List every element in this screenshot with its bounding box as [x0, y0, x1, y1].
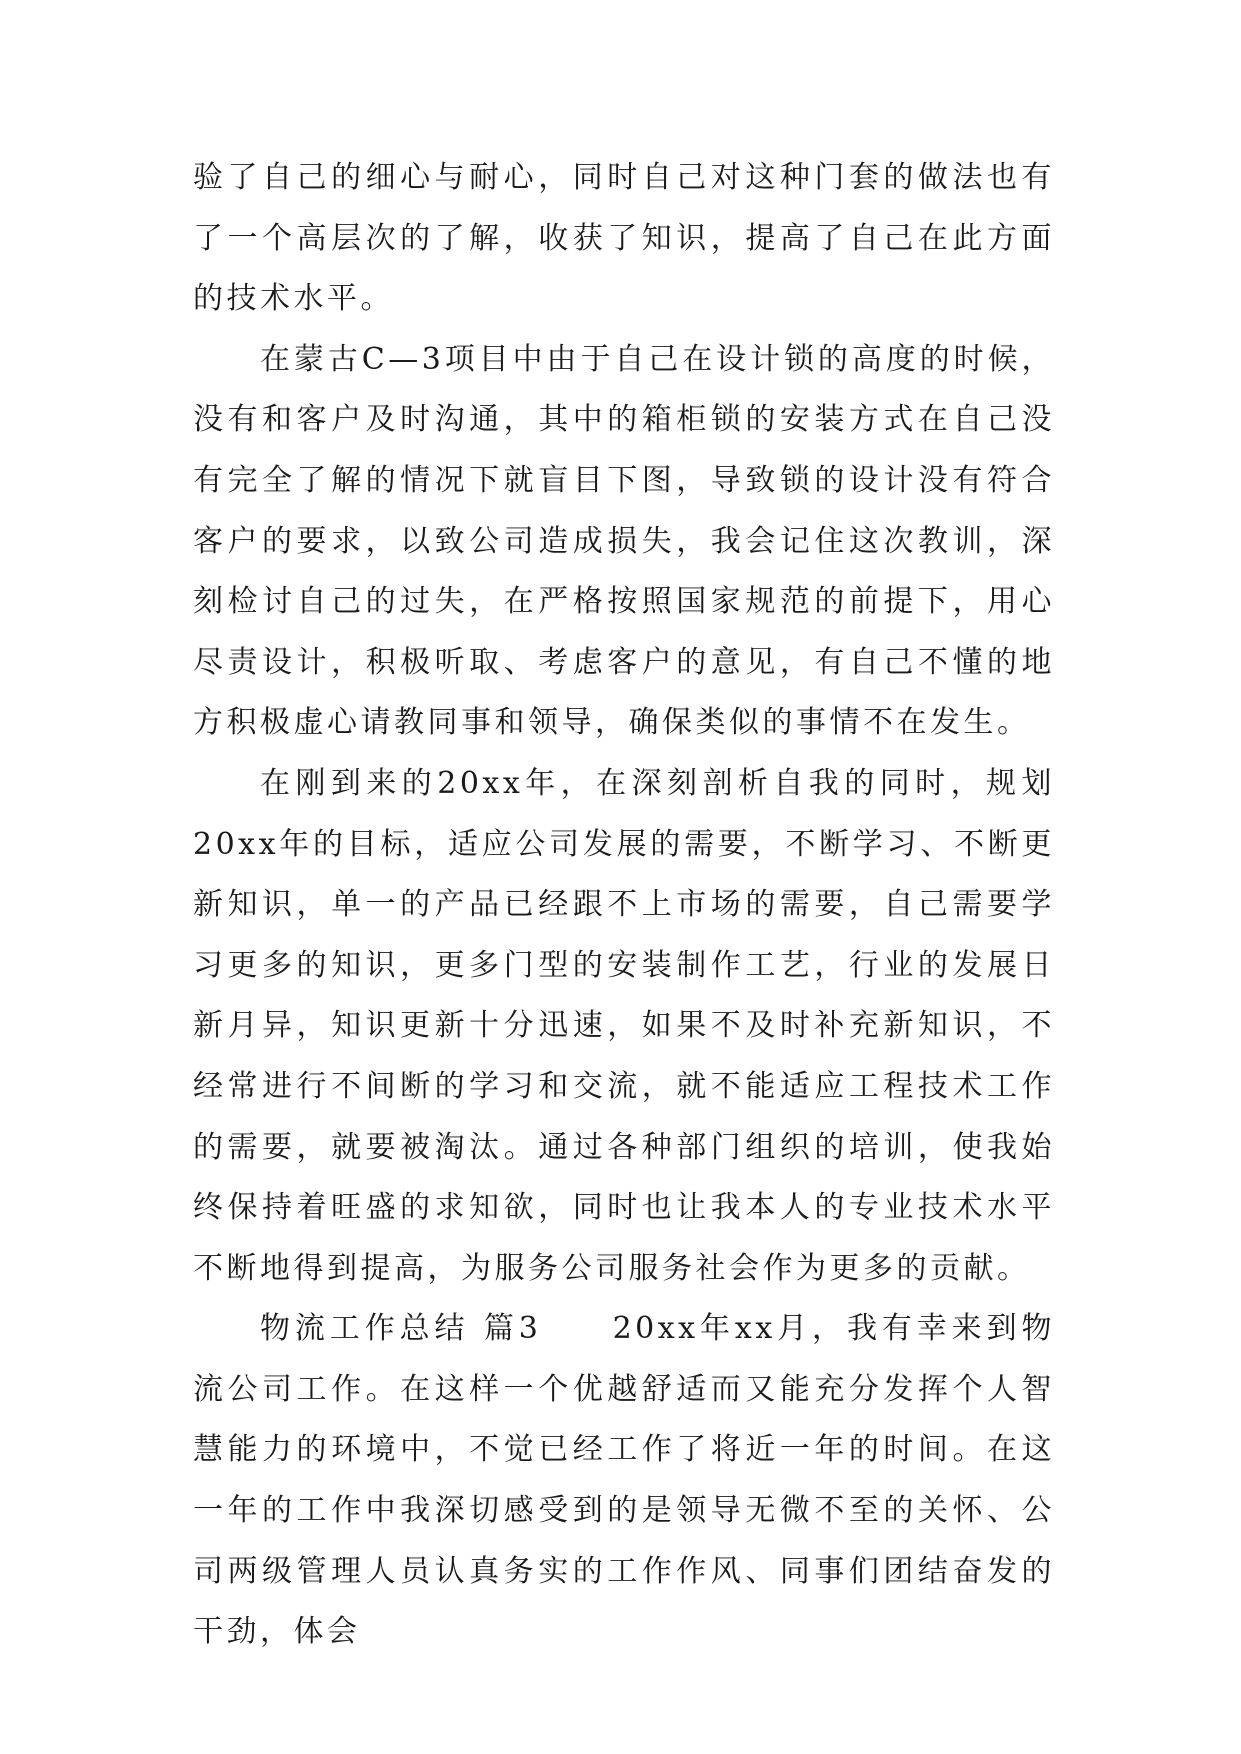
- paragraph-3: 在刚到来的20xx年，在深刻剖析自我的同时，规划20xx年的目标，适应公司发展的需要，不断学习、不断更新知识，单一的产品已经跟不上市场的需要，自己需要学习更多的知识，更多门型的安装制作工艺，行业的发展日新月异，知识更新十分迅速，如果不及时补充新知识，不经常进行不间断的学习和交流，就不能适应工程技术工作的需要，就要被淘汰。通过各种部门组织的培训，使我始终保持着旺盛的求知欲，同时也让我本人的专业技术水平不断地得到提高，为服务公司服务社会作为更多的贡献。: [193, 765, 1055, 1286]
- paragraph-2: 在蒙古C—3项目中由于自己在设计锁的高度的时候，没有和客户及时沟通，其中的箱柜锁的安装方式在自己没有完全了解的情况下就盲目下图，导致锁的设计没有符合客户的要求，以致公司造成损失，我会记住这次教训，深刻检讨自己的过失，在严格按照国家规范的前提下，用心尽责设计，积极听取、考虑客户的意见，有自己不懂的地方积极虚心请教同事和领导，确保类似的事情不在发生。: [193, 341, 1055, 741]
- paragraph-1: 验了自己的细心与耐心，同时自己对这种门套的做法也有了一个高层次的了解，收获了知识，提高了自己在此方面的技术水平。: [193, 160, 1055, 317]
- paragraph-4: 物流工作总结 篇3 20xx年xx月，我有幸来到物流公司工作。在这样一个优越舒适而又能充分发挥个人智慧能力的环境中，不觉已经工作了将近一年的时间。在这一年的工作中我深切感受到的是领导无微不至的关怀、公司两级管理人员认真务实的工作作风、同事们团结奋发的干劲，体会: [193, 1311, 1055, 1650]
- document-page: [193, 148, 1055, 1663]
